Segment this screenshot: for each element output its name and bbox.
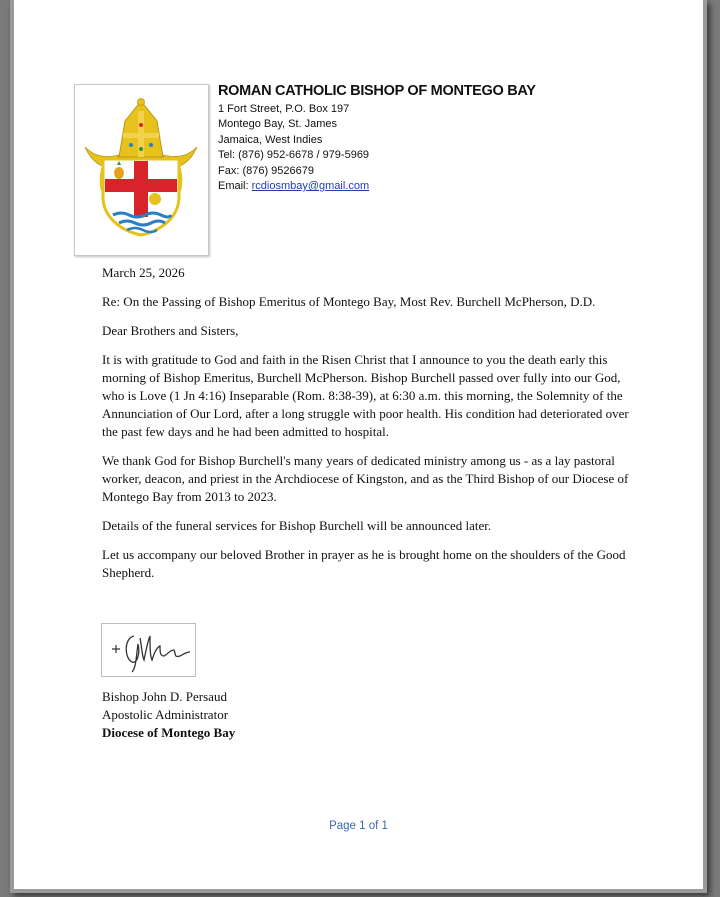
letter-salutation: Dear Brothers and Sisters, xyxy=(102,323,239,338)
paragraph: It is with gratitude to God and faith in the Risen Christ that I announce to you the death early this morning of Bishop Emeritus, Burchell McPherson. Bishop Burchell passed over fully into our God, who is Love (1 Jn 4:16) Inseparable (Rom. 8:38-39), at 6:30 a.m. this morning, the Solemnity of the Annunciation of Our Lord, after a long struggle with poor health. His condition had deteriorated over the past few days and he had been admitted to hospital. xyxy=(102,352,629,439)
address-line-2: Montego Bay, St. James xyxy=(218,118,338,131)
page-number: Page 1 of 1 xyxy=(329,820,388,832)
handwritten-signature xyxy=(101,623,196,677)
organization-name: ROMAN CATHOLIC BISHOP OF MONTEGO BAY xyxy=(218,83,536,99)
signatory-name: Bishop John D. Persaud xyxy=(102,689,227,704)
signature-icon xyxy=(102,624,195,676)
letterhead xyxy=(218,83,678,194)
paragraph: Details of the funeral services for Bishop Burchell will be announced later. xyxy=(102,518,492,533)
signatory-diocese: Diocese of Montego Bay xyxy=(102,725,236,740)
fax: Fax: (876) 9526679 xyxy=(218,164,315,177)
telephone: Tel: (876) 952-6678 / 979-5969 xyxy=(218,149,370,162)
letter-date: March 25, 2026 xyxy=(102,265,185,280)
email-line xyxy=(218,179,678,194)
email-link[interactable]: rcdiosmbay@gmail.com xyxy=(251,180,370,193)
crest-icon xyxy=(81,93,201,243)
diocese-crest xyxy=(74,84,209,256)
address-line-3: Jamaica, West Indies xyxy=(218,133,323,146)
address-line-1: 1 Fort Street, P.O. Box 197 xyxy=(218,103,350,115)
paragraph: Let us accompany our beloved Brother in prayer as he is brought home on the shoulders of the Good Shepherd. xyxy=(102,547,626,580)
letter-body xyxy=(102,264,634,593)
letter-subject: Re: On the Passing of Bishop Emeritus of Montego Bay, Most Rev. Burchell McPherson, D.D. xyxy=(102,294,596,309)
email-label: Email: xyxy=(218,180,252,193)
signatory-title: Apostolic Administrator xyxy=(102,707,229,722)
paragraph: We thank God for Bishop Burchell's many years of dedicated ministry among us - as a lay pastoral worker, deacon, and priest in the Archdiocese of Kingston, and as the Third Bishop of our Diocese of Montego Bay from 2013 to 2023. xyxy=(102,453,629,504)
signature-block xyxy=(102,688,235,742)
document-page xyxy=(10,0,707,893)
